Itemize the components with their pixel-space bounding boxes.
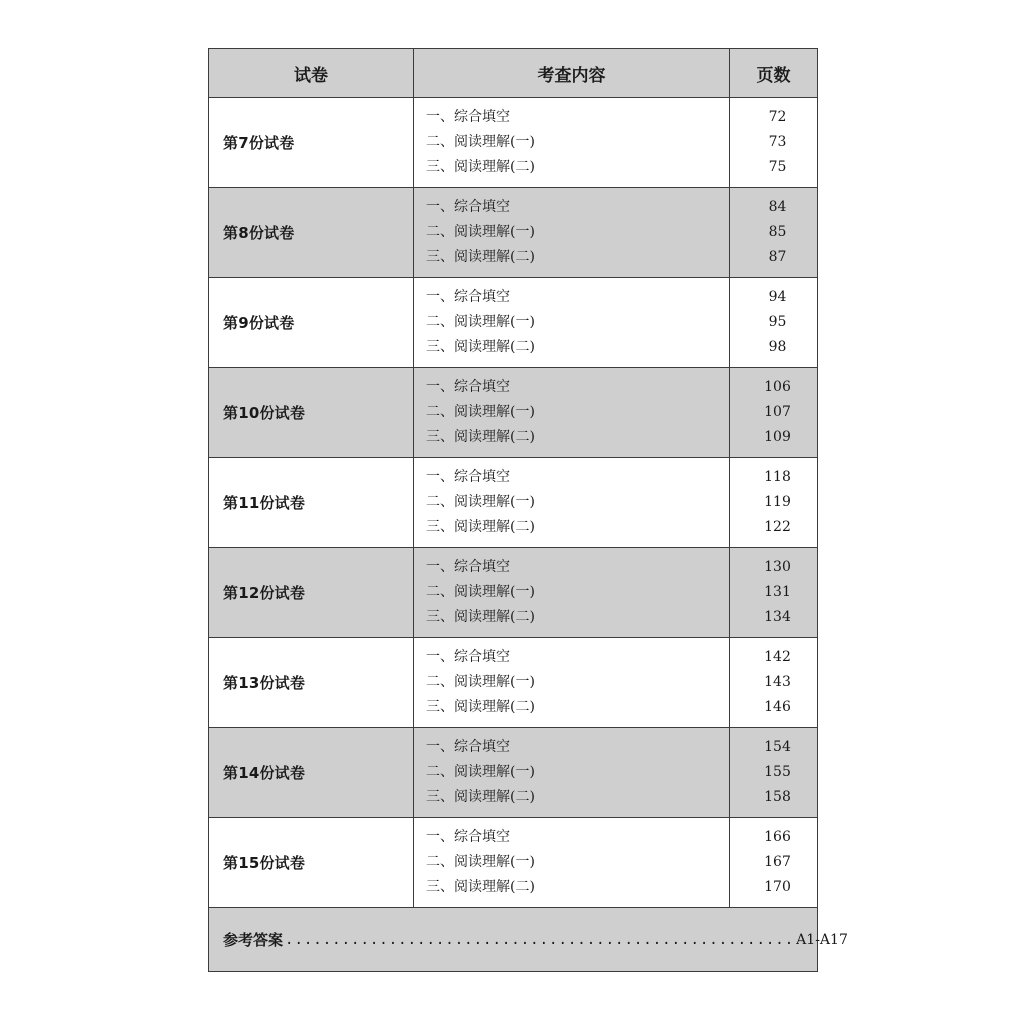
paper-cell [209,638,414,727]
paper-cell [209,818,414,907]
page-number: 106 [764,379,791,395]
page-number: 154 [764,739,791,755]
pages-cell [730,278,817,367]
page-number: 166 [764,829,791,845]
pages-cell [730,368,817,457]
content-item[interactable]: 一、综合填空 [426,559,510,575]
content-cell [414,368,730,457]
page-number: 134 [764,609,791,625]
pages-cell [730,728,817,817]
content-item[interactable]: 二、阅读理解(一) [426,494,535,510]
paper-name: 第12份试卷 [223,584,306,602]
content-item[interactable]: 一、综合填空 [426,829,510,845]
table-row[interactable] [209,368,817,458]
content-cell [414,728,730,817]
page-number: 109 [764,429,791,445]
paper-name: 第8份试卷 [223,224,295,242]
page-number: 85 [768,224,787,240]
content-cell [414,818,730,907]
paper-name: 第10份试卷 [223,404,306,422]
paper-cell [209,278,414,367]
pages-cell [730,548,817,637]
content-item[interactable]: 三、阅读理解(二) [426,879,535,895]
paper-cell [209,548,414,637]
page-number: 146 [764,699,791,715]
answers-pages: A1-A17 [796,931,848,948]
content-item[interactable]: 二、阅读理解(一) [426,674,535,690]
paper-name: 第9份试卷 [223,314,295,332]
paper-name: 第7份试卷 [223,134,295,152]
paper-cell [209,458,414,547]
page-number: 98 [768,339,787,355]
table-of-contents [208,48,848,972]
content-item[interactable]: 一、综合填空 [426,199,510,215]
page-number: 107 [764,404,791,420]
content-item[interactable]: 三、阅读理解(二) [426,609,535,625]
page-number: 72 [768,109,787,125]
content-item[interactable]: 三、阅读理解(二) [426,339,535,355]
content-item[interactable]: 三、阅读理解(二) [426,789,535,805]
page-number: 84 [768,199,787,215]
table-row[interactable] [209,278,817,368]
page-number: 75 [768,159,787,175]
content-item[interactable]: 二、阅读理解(一) [426,314,535,330]
page-number: 167 [764,854,791,870]
page-number: 130 [764,559,791,575]
page-number: 94 [768,289,787,305]
content-item[interactable]: 二、阅读理解(一) [426,134,535,150]
table-row[interactable] [209,638,817,728]
content-cell [414,548,730,637]
content-item[interactable]: 二、阅读理解(一) [426,584,535,600]
pages-cell [730,458,817,547]
content-item[interactable]: 三、阅读理解(二) [426,429,535,445]
content-cell [414,188,730,277]
content-item[interactable]: 二、阅读理解(一) [426,404,535,420]
header-paper: 试卷 [209,49,414,97]
content-item[interactable]: 一、综合填空 [426,649,510,665]
content-item[interactable]: 一、综合填空 [426,379,510,395]
content-cell [414,278,730,367]
content-item[interactable]: 三、阅读理解(二) [426,699,535,715]
paper-name: 第11份试卷 [223,494,306,512]
page-number: 131 [764,584,791,600]
content-item[interactable]: 一、综合填空 [426,109,510,125]
answers-label: 参考答案 [223,931,284,949]
content-cell [414,638,730,727]
header-content: 考查内容 [414,49,730,97]
content-item[interactable]: 三、阅读理解(二) [426,249,535,265]
page-number: 158 [764,789,791,805]
table-row[interactable] [209,458,817,548]
paper-name: 第15份试卷 [223,854,306,872]
page-number: 170 [764,879,791,895]
content-item[interactable]: 三、阅读理解(二) [426,159,535,175]
page-number: 87 [768,249,787,265]
page-number: 95 [768,314,787,330]
paper-cell [209,728,414,817]
page-number: 118 [764,469,791,485]
table-row[interactable] [209,98,817,188]
paper-cell [209,188,414,277]
page-number: 143 [764,674,791,690]
table-header [209,49,817,98]
content-item[interactable]: 三、阅读理解(二) [426,519,535,535]
answers-row[interactable] [209,908,848,971]
dot-leader: ...................................................... [285,931,795,948]
pages-cell [730,818,817,907]
content-item[interactable]: 一、综合填空 [426,469,510,485]
page-number: 73 [768,134,787,150]
page-number: 119 [764,494,791,510]
content-item[interactable]: 一、综合填空 [426,289,510,305]
paper-cell [209,98,414,187]
content-item[interactable]: 二、阅读理解(一) [426,854,535,870]
paper-cell [209,368,414,457]
table-row[interactable] [209,818,817,908]
content-item[interactable]: 一、综合填空 [426,739,510,755]
paper-name: 第14份试卷 [223,764,306,782]
pages-cell [730,98,817,187]
pages-cell [730,188,817,277]
paper-name: 第13份试卷 [223,674,306,692]
table-row[interactable] [209,728,817,818]
table-row[interactable] [209,548,817,638]
page-number: 142 [764,649,791,665]
pages-cell [730,638,817,727]
page-number: 122 [764,519,791,535]
content-item[interactable]: 二、阅读理解(一) [426,764,535,780]
header-pages: 页数 [756,65,791,86]
content-cell [414,458,730,547]
content-cell [414,98,730,187]
content-item[interactable]: 二、阅读理解(一) [426,224,535,240]
page-number: 155 [764,764,791,780]
table-row[interactable] [209,188,817,278]
